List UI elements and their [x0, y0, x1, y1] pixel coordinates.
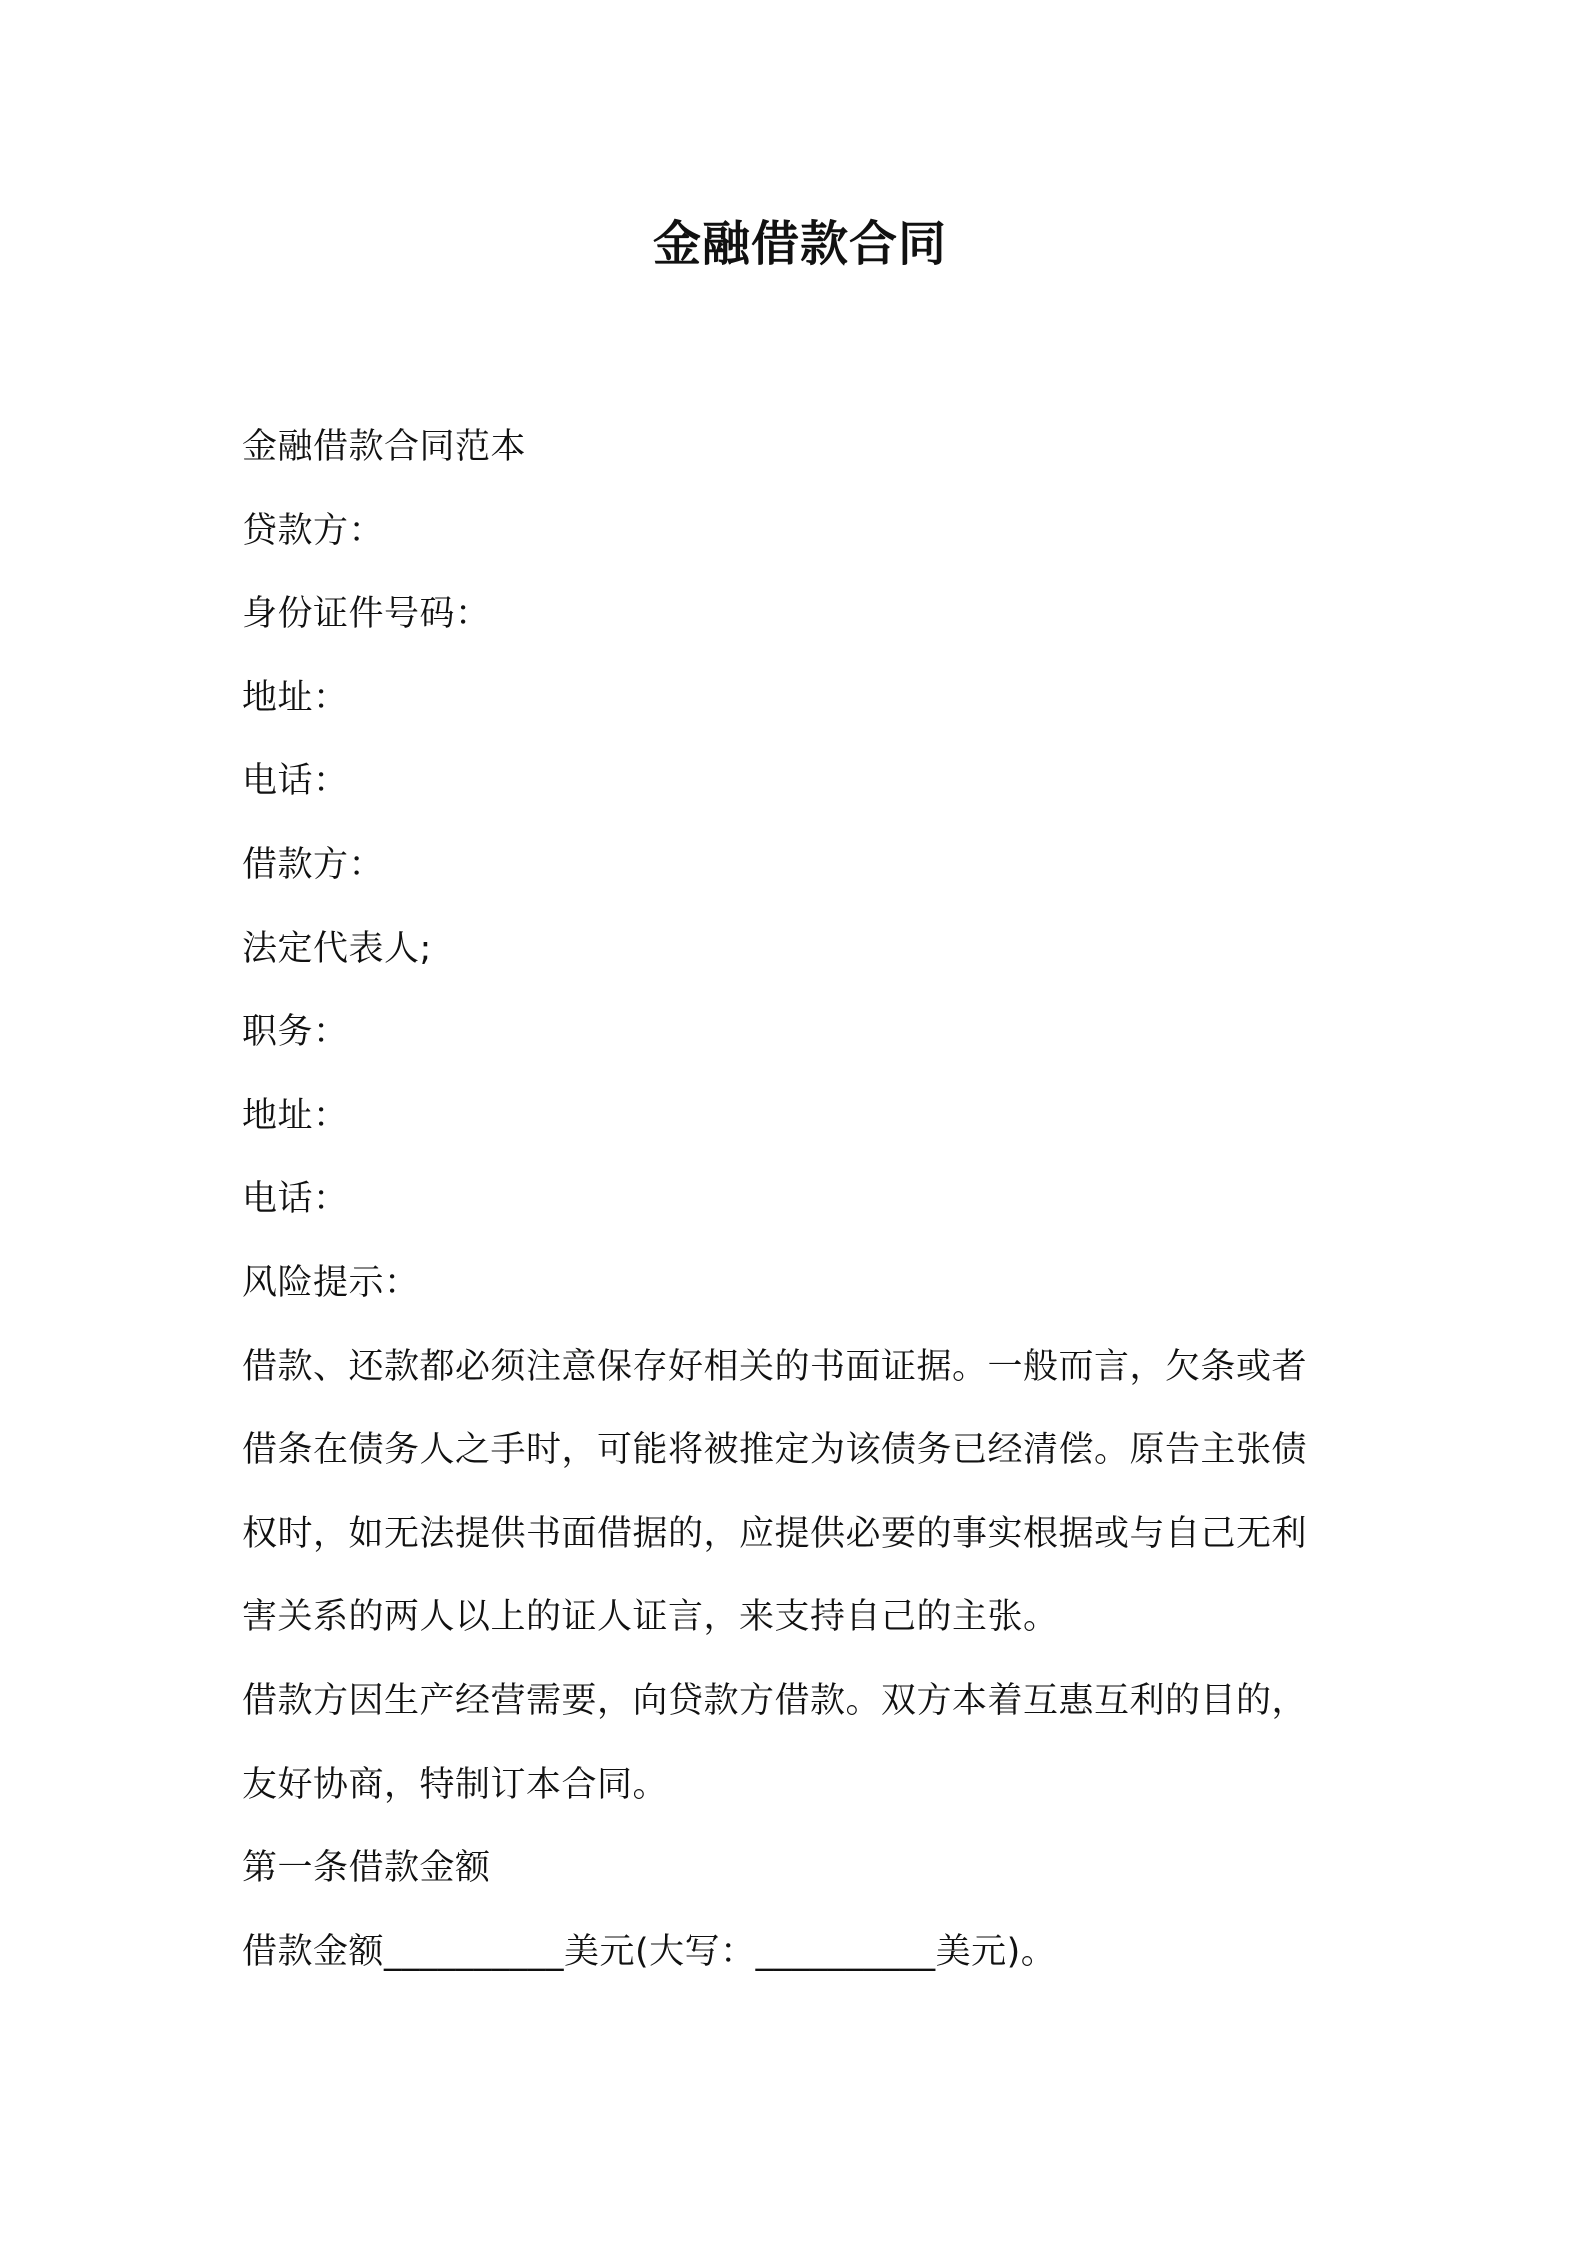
lender-label: 贷款方： — [242, 510, 385, 551]
risk-paragraph-line: 权时，如无法提供书面借据的，应提供必要的事实根据或与自己无利 — [242, 1513, 1308, 1554]
borrower-phone-label: 电话： — [242, 1179, 349, 1220]
lender-phone-label: 电话： — [242, 761, 349, 802]
risk-notice-label: 风险提示： — [242, 1262, 420, 1303]
risk-paragraph-line: 害关系的两人以上的证人证言，来支持自己的主张。 — [242, 1597, 1059, 1638]
borrower-address-label: 地址： — [242, 1095, 349, 1136]
purpose-paragraph-line: 友好协商，特制订本合同。 — [242, 1764, 669, 1805]
position-label: 职务： — [242, 1012, 349, 1053]
lender-id-label: 身份证件号码： — [242, 594, 491, 635]
purpose-paragraph-line: 借款方因生产经营需要，向贷款方借款。双方本着互惠互利的目的， — [242, 1680, 1308, 1721]
document-body — [242, 406, 1362, 1994]
lender-address-label: 地址： — [242, 677, 349, 718]
article-one-heading: 第一条借款金额 — [242, 1848, 491, 1889]
template-heading: 金融借款合同范本 — [242, 427, 527, 467]
borrower-label: 借款方： — [242, 844, 385, 885]
loan-amount-line: 借款金额__________美元(大写：__________美元)。 — [242, 1931, 1057, 1972]
risk-paragraph-line: 借款、还款都必须注意保存好相关的书面证据。一般而言，欠条或者 — [242, 1346, 1308, 1387]
document-title: 金融借款合同 — [652, 216, 947, 272]
legal-representative-label: 法定代表人; — [242, 928, 432, 969]
risk-paragraph-line: 借条在债务人之手时，可能将被推定为该债务已经清偿。原告主张债 — [242, 1430, 1308, 1471]
